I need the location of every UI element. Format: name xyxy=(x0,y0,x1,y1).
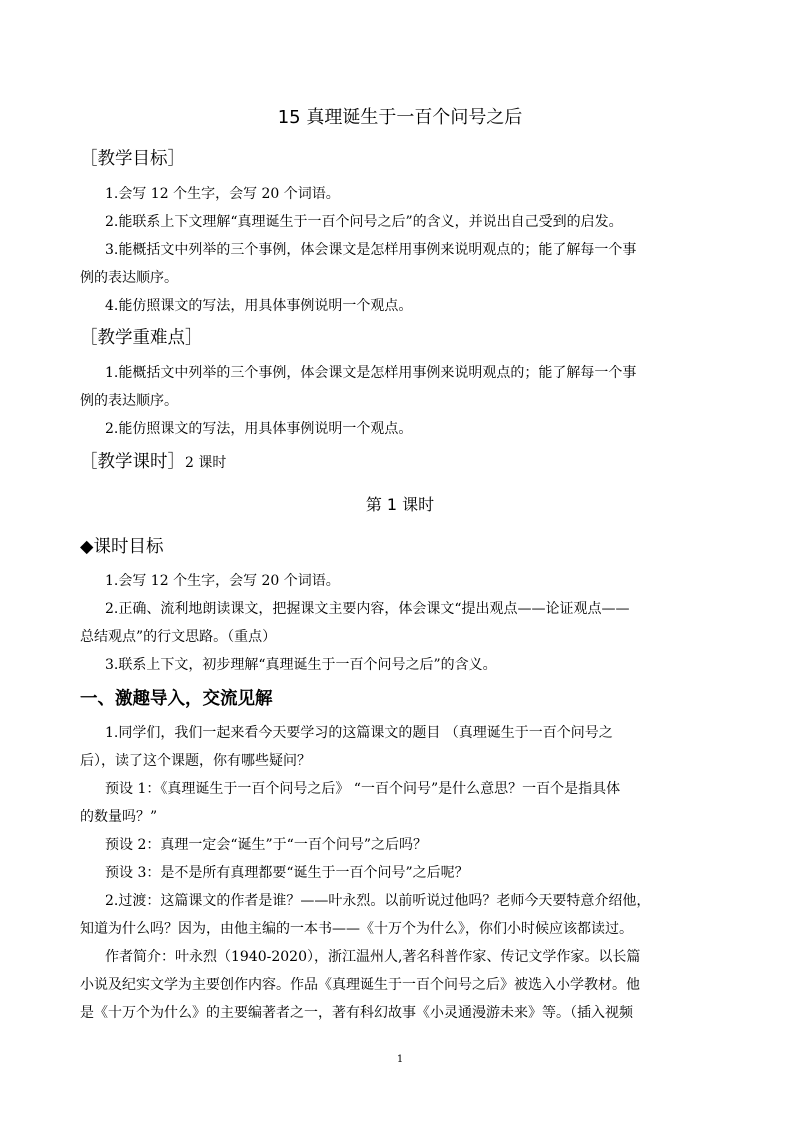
teaching-hours-heading xyxy=(80,450,226,475)
document-title: 15 真理诞生于一百个问号之后 xyxy=(277,107,523,128)
section-1-line: 作者简介：叶永烈（1940-2020），浙江温州人,著名科普作家、传记文学作家。以长篇 xyxy=(105,949,641,965)
section-1-line: 是《十万个为什么》的主要编著者之一，著有科幻故事《小灵通漫游未来》等。（插入视频 xyxy=(80,1005,633,1021)
section-1-line: 小说及纪实文学为主要创作内容。作品《真理诞生于一百个问号之后》被选入小学教材。他 xyxy=(80,977,640,993)
lesson-goals-heading: ◆课时目标 xyxy=(80,537,164,557)
lesson-goal-line: 1.会写 12 个生字，会写 20 个词语。 xyxy=(105,573,340,589)
goal-line: 例的表达顺序。 xyxy=(80,270,178,286)
page-number: 1 xyxy=(396,1054,404,1065)
key-points-heading: ［教学重难点］ xyxy=(80,328,203,348)
teaching-hours-value: 2 课时 xyxy=(185,455,227,471)
section-1-line: 知道为什么吗？因为，由他主编的一本书——《十万个为什么》，你们小时候应该都读过。 xyxy=(80,921,633,937)
section-1-line: 预设 3：是不是所有真理都要“诞生于一百个问号”之后呢？ xyxy=(105,865,469,881)
lesson-goal-line: 3.联系上下文，初步理解“真理诞生于一百个问号之后”的含义。 xyxy=(105,657,497,673)
goal-line: 1.会写 12 个生字，会写 20 个词语。 xyxy=(105,186,340,202)
section-1-line: 预设 2：真理一定会“诞生”于“一百个问号”之后吗？ xyxy=(105,837,427,853)
lesson-goal-line: 2.正确、流利地朗读课文，把握课文主要内容，体会课文“提出观点——论证观点—— xyxy=(105,601,630,617)
key-point-line: 2.能仿照课文的写法，用具体事例说明一个观点。 xyxy=(105,421,413,437)
key-point-line: 例的表达顺序。 xyxy=(80,393,178,409)
section-1-line: 的数量吗？” xyxy=(80,809,158,825)
section-1-line: 2.过渡：这篇课文的作者是谁？——叶永烈。以前听说过他吗？老师今天要特意介绍他， xyxy=(105,893,651,909)
goal-line: 4.能仿照课文的写法，用具体事例说明一个观点。 xyxy=(105,298,413,314)
section-1-line: 预设 1：《真理诞生于一百个问号之后》 “一百个问号”是什么意思？一百个是指具体 xyxy=(105,781,621,797)
section-1-line: 1.同学们，我们一起来看今天要学习的这篇课文的题目 （真理诞生于一百个问号之 xyxy=(105,725,613,741)
goal-line: 3.能概括文中列举的三个事例，体会课文是怎样用事例来说明观点的；能了解每一个事 xyxy=(105,242,637,258)
section-1-heading: 一、激趣导入，交流见解 xyxy=(80,689,273,709)
goal-line: 2.能联系上下文理解“真理诞生于一百个问号之后”的含义，并说出自己受到的启发。 xyxy=(105,214,623,230)
lesson-title: 第 1 课时 xyxy=(365,495,435,514)
teaching-goals-heading: ［教学目标］ xyxy=(80,149,185,169)
lesson-goal-line: 总结观点”的行文思路。（重点） xyxy=(80,629,277,645)
section-1-line: 后），读了这个课题，你有哪些疑问？ xyxy=(80,753,311,769)
key-point-line: 1.能概括文中列举的三个事例，体会课文是怎样用事例来说明观点的；能了解每一个事 xyxy=(105,365,637,381)
teaching-hours-label: ［教学课时］ xyxy=(80,452,185,472)
